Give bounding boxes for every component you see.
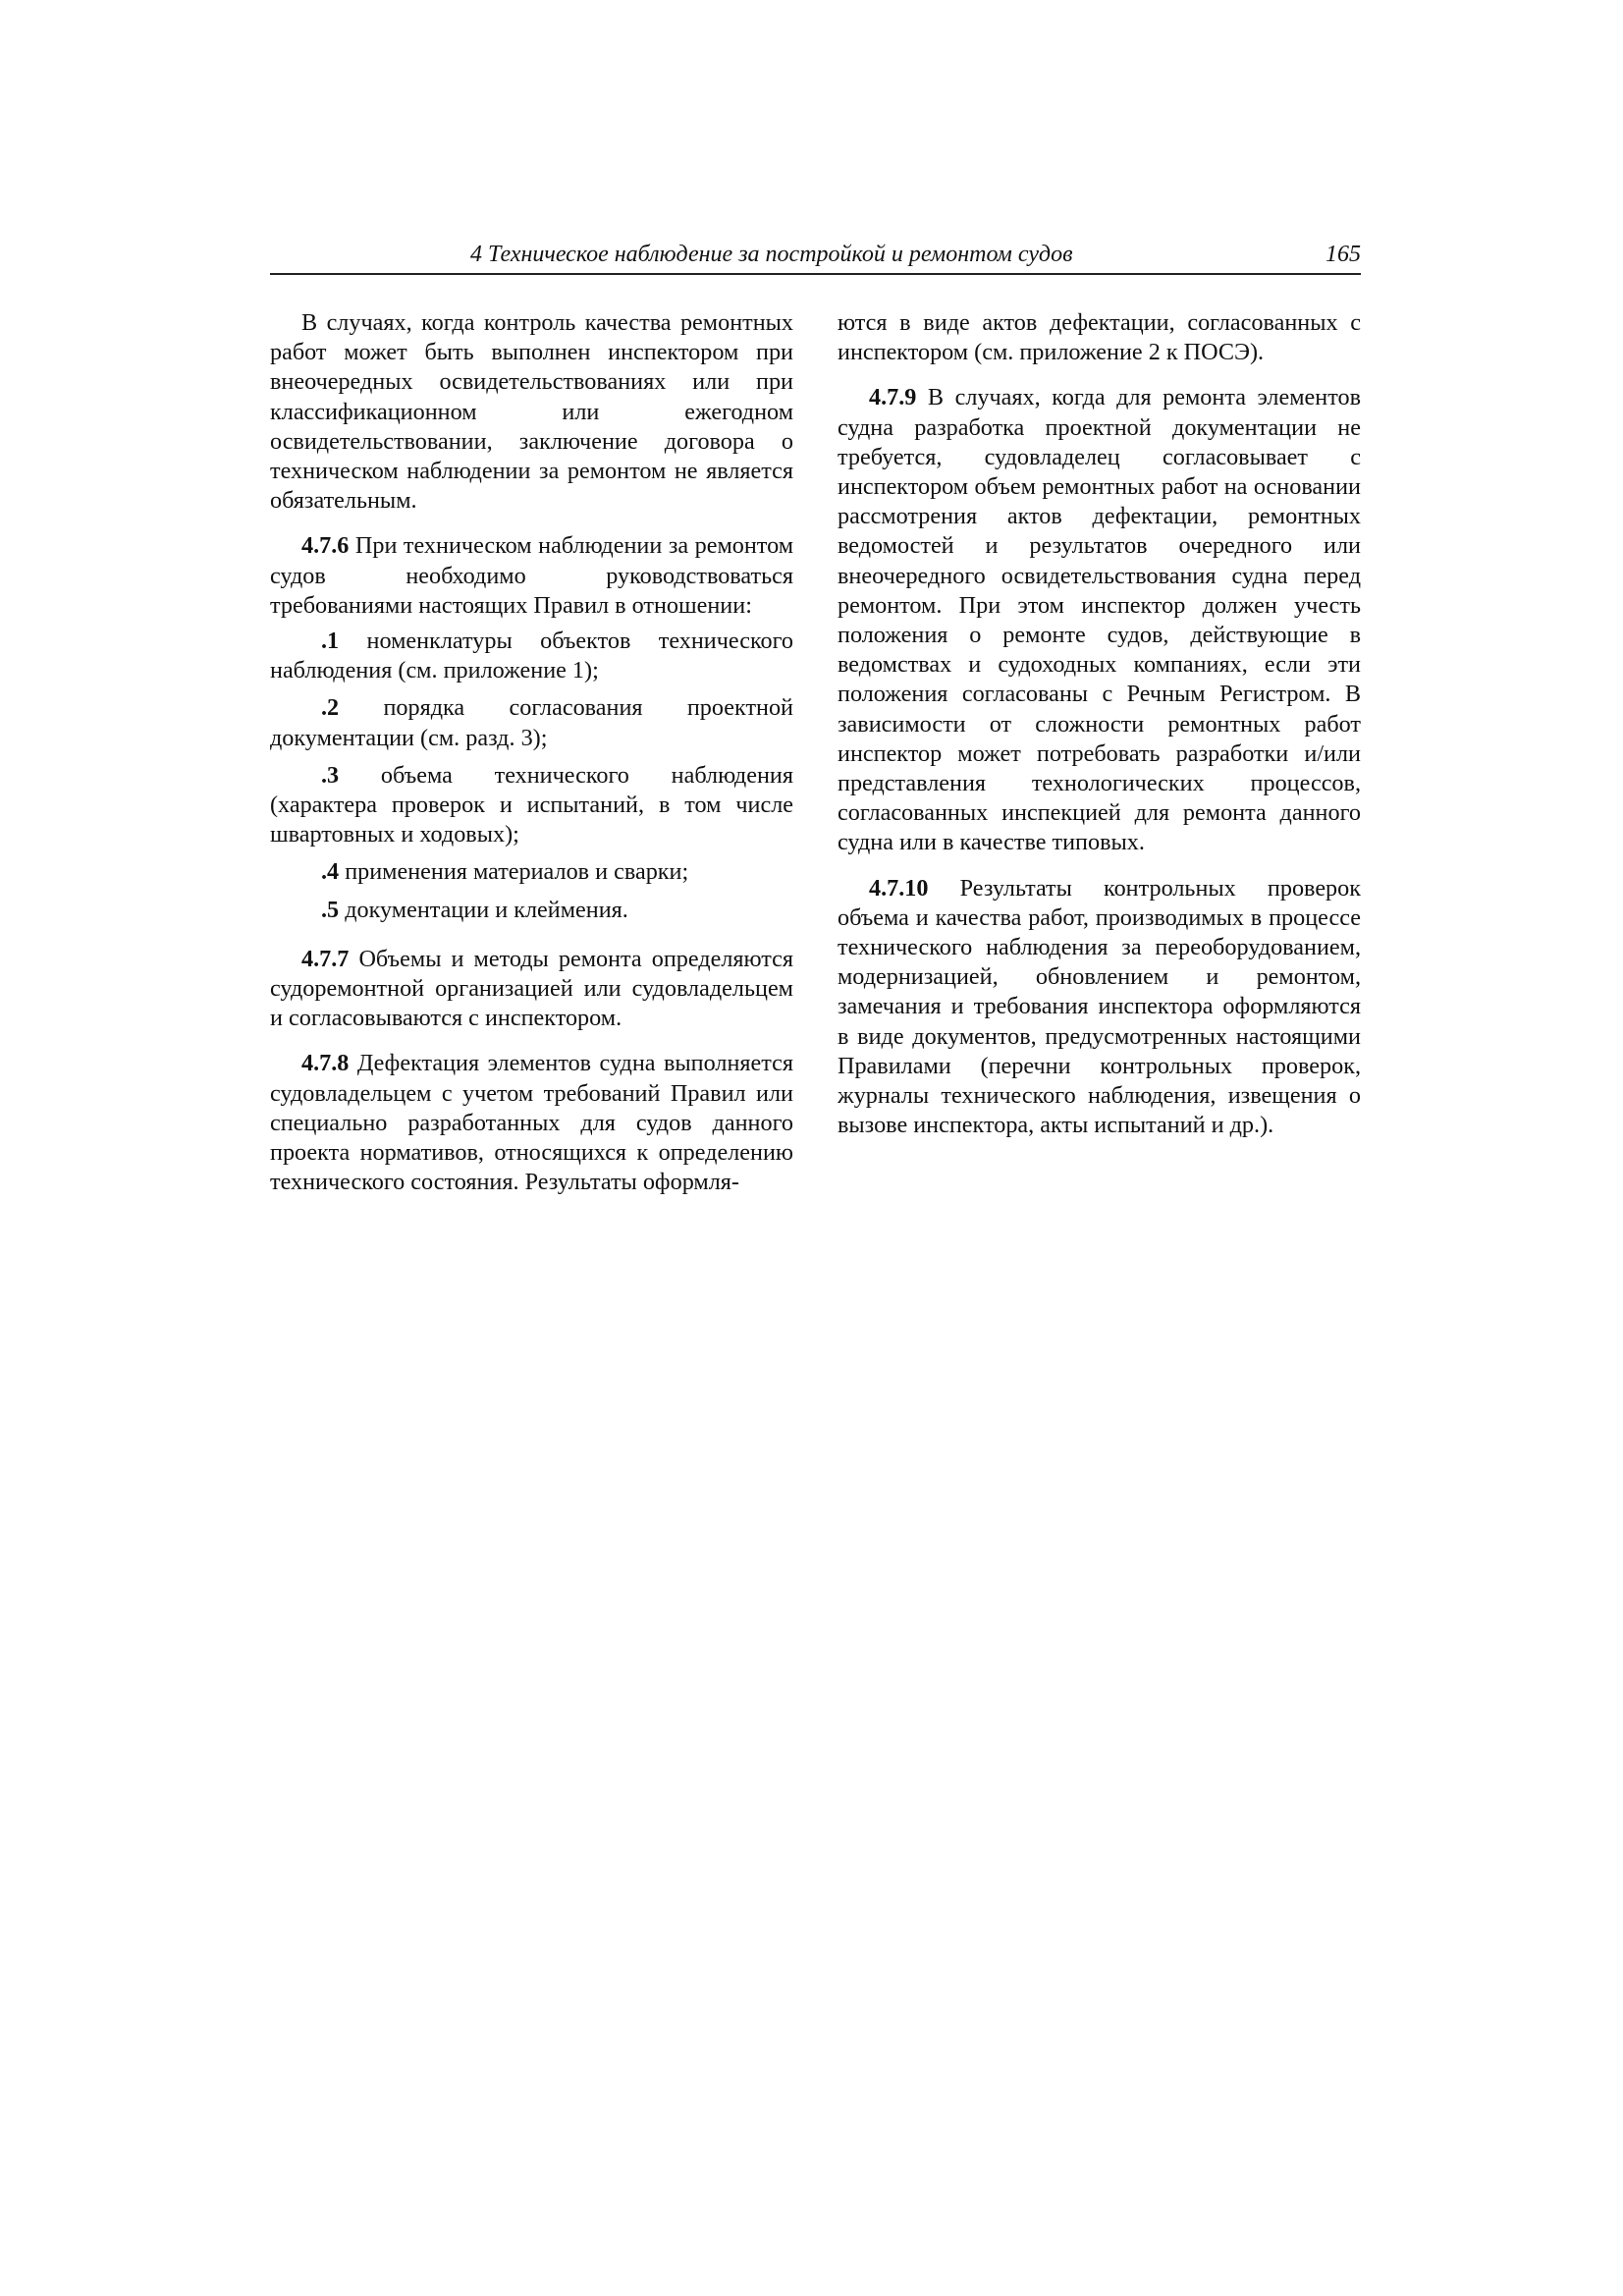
item-text: объема технического наблюдения (характера проверок и испытаний, в том числе швартовных и ходовых); (270, 761, 793, 848)
continuation-paragraph (838, 308, 1361, 367)
item-text: применения материалов и сварки; (345, 858, 689, 886)
intro-text: В случаях, когда контроль качества ремонтных работ может быть выполнен инспектором при внеочередных освидетельствованиях или при классификационном или ежегодном освидетельствовании, заключение договора о техническом наблюдении за ремонтом не является обязательным. (270, 309, 793, 515)
paragraph-number: 4.7.9 (869, 384, 917, 411)
item-number: .3 (321, 761, 340, 789)
paragraph-4-7-10 (838, 874, 1361, 1141)
list-item (270, 896, 793, 925)
item-number: .2 (321, 694, 340, 722)
paragraph-number: 4.7.6 (301, 532, 350, 560)
list-item (270, 693, 793, 752)
intro-paragraph (270, 308, 793, 516)
paragraph-4-7-7 (270, 945, 793, 1034)
paragraph-4-7-6 (270, 531, 793, 621)
item-number: .4 (321, 858, 340, 886)
running-header (270, 240, 1361, 275)
list-item (270, 857, 793, 887)
paragraph-text: Дефектация элементов судна выполняется судовладельцем с учетом требований Правил или специально разработанных для судов данного проекта нормативов, относящихся к определению технического состояния. Результаты оформля- (270, 1050, 793, 1196)
paragraph-text: При техническом наблюдении за ремонтом судов необходимо руководствоваться требованиями настоящих Правил в отношении: (270, 532, 794, 619)
paragraph-4-7-8 (270, 1049, 793, 1197)
paragraph-number: 4.7.10 (869, 874, 929, 902)
paragraph-number: 4.7.8 (301, 1050, 350, 1077)
item-number: .1 (321, 628, 340, 655)
paragraph-text: В случаях, когда для ремонта элементов судна разработка проектной документации не требуется, судовладелец согласовывает с инспектором объем ремонтных работ на основании рассмотрения актов дефектации, ремонтных ведомостей и результатов очередного или внеочередного освидетельствования судна перед ремонтом. При этом инспектор должен учесть положения о ремонте судов, действующие в ведомствах и судоходных компаниях, если эти положения согласованы с Речным Регистром. В зависимости от сложности ремонтных работ инспектор может потребовать разработки и/или представления технологических процессов, согласованных инспекцией для ремонта данного судна или в качестве типовых. (838, 384, 1361, 856)
paragraph-number: 4.7.7 (301, 945, 350, 972)
item-text: документации и клеймения. (345, 896, 628, 923)
item-text: порядка согласования проектной документации (см. разд. 3); (270, 694, 793, 751)
right-column (838, 308, 1361, 1156)
list-item (270, 761, 793, 850)
item-text: номенклатуры объектов технического наблюдения (см. приложение 1); (270, 628, 794, 684)
item-number: .5 (321, 896, 340, 923)
page-number: 165 (1325, 242, 1361, 267)
paragraph-text: Объемы и методы ремонта определяются судоремонтной организацией или судовладельцем и согласовываются с инспектором. (270, 945, 794, 1032)
continuation-text: ются в виде актов дефектации, согласованных с инспектором (см. приложение 2 к ПОСЭ). (838, 309, 1361, 366)
running-title: 4 Техническое наблюдение за постройкой и ремонтом судов (470, 242, 1073, 267)
list-item (270, 627, 793, 685)
left-column (270, 308, 793, 1213)
paragraph-4-7-9 (838, 383, 1361, 857)
paragraph-text: Результаты контрольных проверок объема и качества работ, производимых в процессе технического наблюдения за переоборудованием, модернизацией, обновлением и ремонтом, замечания и требования инспектора оформляются в виде документов, предусмотренных настоящими Правилами (перечни контрольных проверок, журналы технического наблюдения, извещения о вызове инспектора, акты испытаний и др.). (838, 874, 1361, 1139)
